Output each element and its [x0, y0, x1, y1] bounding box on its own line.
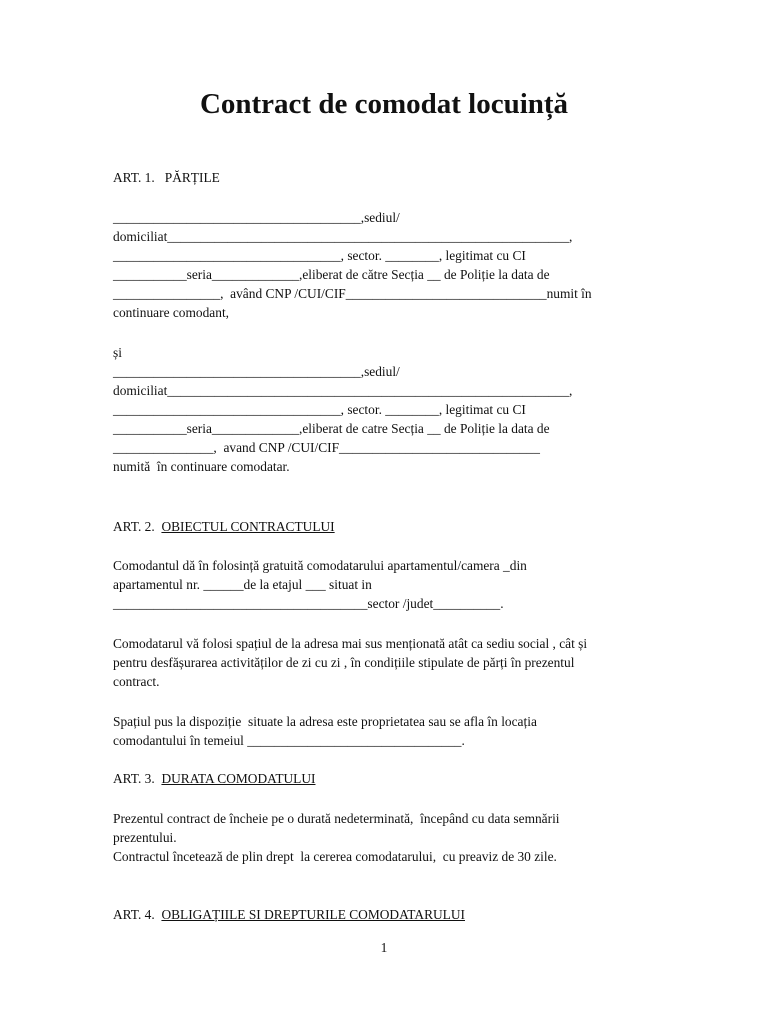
art2-para2-line-1: Comodatarul vă folosi spațiul de la adresa mai sus menționată atât ca sediu social , cât și: [113, 636, 588, 651]
art2-heading-row: [113, 517, 335, 536]
art4-heading-row: [113, 905, 465, 924]
comodatar-line-4: ___________seria_____________,eliberat de catre Secția __ de Poliție la data de: [113, 421, 550, 436]
comodant-line-6: continuare comodant,: [113, 305, 230, 320]
art3-label: ART. 3.: [113, 771, 155, 786]
art3-line-1: Prezentul contract de încheie pe o durată nedeterminată, începând cu data semnării: [113, 811, 560, 826]
comodant-line-5: ________________, având CNP /CUI/CIF______________________________numit în: [113, 286, 592, 301]
art1-heading: ART. 1. PĂRȚILE: [113, 170, 220, 185]
art2-para2-line-2: pentru desfășurarea activităților de zi cu zi , în condițiile stipulate de părți în prezentul: [113, 655, 575, 670]
art3-line-2: prezentului.: [113, 830, 177, 845]
comodatar-line-3: __________________________________, sector. ________, legitimat cu CI: [113, 402, 526, 417]
art4-label: ART. 4.: [113, 907, 155, 922]
art2-para1-line-3: ______________________________________sector /judet__________.: [113, 596, 504, 611]
comodatar-line-6: numită în continuare comodatar.: [113, 459, 290, 474]
document-title: Contract de comodat locuință: [199, 88, 569, 120]
comodant-line-4: ___________seria_____________,eliberat de către Secția __ de Poliție la data de: [113, 267, 550, 282]
art4-heading: OBLIGAȚIILE SI DREPTURILE COMODATARULUI: [161, 907, 465, 922]
art2-para3-line-1: Spațiul pus la dispoziție situate la adresa este proprietatea sau se afla în locația: [113, 714, 537, 729]
art2-heading: OBIECTUL CONTRACTULUI: [161, 519, 335, 534]
comodant-line-3: __________________________________, sector. ________, legitimat cu CI: [113, 248, 526, 263]
comodatar-line-1: _____________________________________,sediul/: [113, 364, 400, 379]
art2-label: ART. 2.: [113, 519, 155, 534]
comodant-line-1: _____________________________________,sediul/: [113, 210, 400, 225]
comodatar-line-5: _______________, avand CNP /CUI/CIF______________________________: [113, 440, 540, 455]
conjunction: și: [113, 345, 122, 360]
art3-heading: DURATA COMODATULUI: [161, 771, 316, 786]
comodatar-line-2: domiciliat____________________________________________________________,: [113, 383, 573, 398]
page-number: 1: [380, 940, 388, 955]
art3-heading-row: [113, 769, 315, 788]
art2-para2-line-3: contract.: [113, 674, 160, 689]
art3-line-3: Contractul încetează de plin drept la cererea comodatarului, cu preaviz de 30 zile.: [113, 849, 557, 864]
comodant-line-2: domiciliat____________________________________________________________,: [113, 229, 573, 244]
art2-para3-line-2: comodantului în temeiul ________________________________.: [113, 733, 465, 748]
art2-para1-line-2: apartamentul nr. ______de la etajul ___ situat in: [113, 577, 372, 592]
art2-para1-line-1: Comodantul dă în folosință gratuită comodatarului apartamentul/camera _din: [113, 558, 527, 573]
